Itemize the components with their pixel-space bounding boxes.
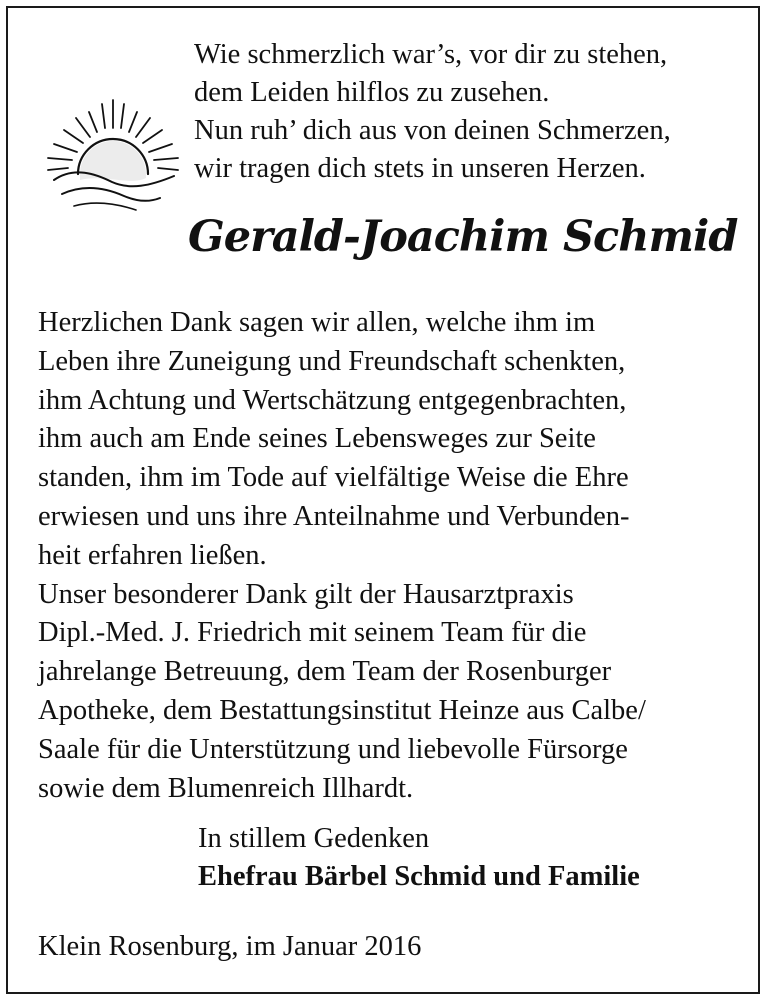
poem-line: wir tragen dich stets in unseren Herzen. [194, 153, 646, 184]
deceased-name: Gerald-Joachim Schmid [188, 212, 738, 262]
thanks-line: Apotheke, dem Bestattungsinstitut Heinze aus Calbe/ [38, 694, 646, 726]
thanks-line: Unser besonderer Dank gilt der Hausarztpraxis [38, 578, 574, 610]
place-date: Klein Rosenburg, im Januar 2016 [38, 931, 422, 962]
signature-line: Ehefrau Bärbel Schmid und Familie [198, 861, 640, 892]
thanks-line: Leben ihre Zuneigung und Freundschaft schenkten, [38, 345, 626, 377]
notice-frame [6, 6, 760, 994]
thanks-line: ihm Achtung und Wertschätzung entgegenbrachten, [38, 384, 627, 416]
thanks-line: sowie dem Blumenreich Illhardt. [38, 772, 414, 804]
thanks-line: standen, ihm im Tode auf vielfältige Weise die Ehre [38, 462, 629, 494]
thanks-line: heit erfahren ließen. [38, 539, 267, 571]
thanks-line: Dipl.-Med. J. Friedrich mit seinem Team für die [38, 617, 587, 649]
thanks-line: erwiesen und uns ihre Anteilnahme und Verbunden- [38, 500, 630, 532]
closing [198, 820, 640, 896]
remembrance-line: In stillem Gedenken [198, 823, 430, 854]
poem-line: Wie schmerzlich war’s, vor dir zu stehen, [194, 39, 668, 70]
thanks-line: jahrelange Betreuung, dem Team der Rosenburger [38, 656, 612, 688]
poem-line: Nun ruh’ dich aus von deinen Schmerzen, [194, 115, 671, 146]
poem [194, 36, 671, 188]
sunset-icon [34, 90, 192, 216]
thanks-text [38, 304, 646, 808]
poem-line: dem Leiden hilflos zu zusehen. [194, 77, 550, 108]
thanks-line: Herzlichen Dank sagen wir allen, welche ihm im [38, 307, 596, 338]
thanks-line: ihm auch am Ende seines Lebensweges zur Seite [38, 423, 596, 455]
thanks-line: Saale für die Unterstützung und liebevolle Fürsorge [38, 733, 628, 765]
